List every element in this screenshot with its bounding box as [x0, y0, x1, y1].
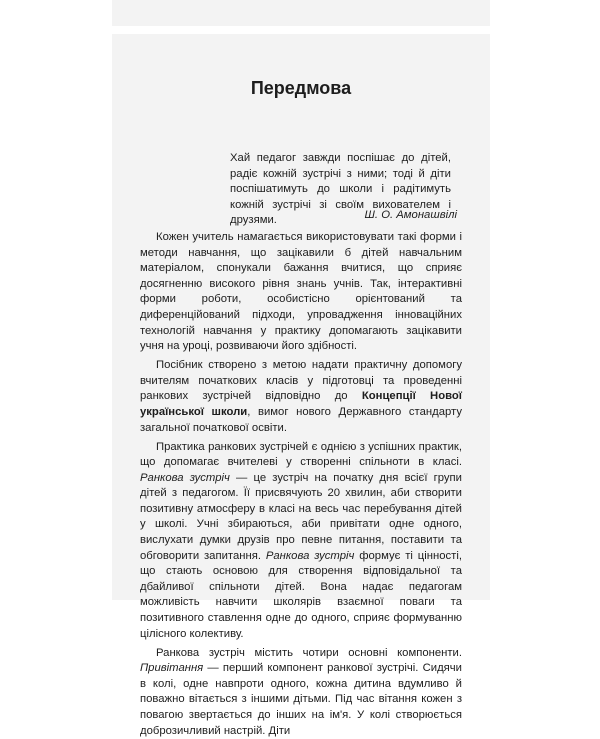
paragraph-3-part-1: Практика ранкових зустрічей є однією з успішних практик, що допомагає вчителеві у створенні спільноти в класі.	[140, 440, 462, 469]
paragraph-2-part-2: , вимог нового Державного стандарту загальної початкової освіти.	[140, 405, 462, 434]
paragraph-3-part-3: формує ті цінності, що стають основою для створення відповідальної та дбайливої спільноти дітей. Вона надає педагогам можливість навчити школярів взаємної поваги та позитивного ставлення одне до одного, сприяє формуванню цілісного колективу.	[140, 549, 462, 640]
epigraph-author: Ш. О. Амонашвілі	[364, 209, 457, 221]
term-morning-meeting-2: Ранкова зустріч	[265, 549, 355, 562]
paragraph-1: Кожен учитель намагається використовувати такі форми і методи навчання, що зацікавили б дітей навчальним матеріалом, спонукали бажання вчитися, що сприяє досягненню високого рівня знань учнів. Так, інтерактивні форми роботи, особистісно орієнтований та диференційований підходи, упровадження інноваційних технологій навчання у практику допомагають зацікавити учня на уроці, розвиваючи його здібності.	[140, 231, 462, 353]
paragraph-2	[140, 358, 462, 436]
concept-nus-bold: Концепції Нової української школи	[140, 390, 462, 418]
term-greeting: Привітання	[140, 662, 204, 675]
page-title: Передмова	[250, 78, 352, 98]
paragraph-3-part-2: — це зустріч на початку дня всієї групи дітей з педагогом. Її присвячують 20 хвилин, аби створити позитивну атмосферу в класі на весь час перебування дітей у школі. Учні збираються, аби привітати одне одного, вислухати думки друзів про певне питання, поставити та обговорити запитання.	[140, 471, 462, 562]
epigraph-text: Хай педагог завжди поспішає до дітей, радіє кожній зустрічі з ними; тоді й діти поспішатимуть до школи і радітимуть кожній зустрічі зі своїм вихователем і друзями.	[230, 152, 451, 226]
paragraph-4	[140, 646, 462, 739]
paragraph-4-part-1: Ранкова зустріч містить чотири основні компоненти.	[156, 646, 462, 659]
term-morning-meeting: Ранкова зустріч	[140, 471, 230, 484]
paragraph-3	[140, 440, 462, 643]
body-text	[140, 230, 462, 739]
paragraph-2-part-1: Посібник створено з метою надати практичну допомогу вчителям початкових класів у підготовці та проведенні ранкових зустрічей відповідно до	[140, 359, 462, 403]
previous-page-edge	[112, 0, 490, 26]
paragraph-4-part-2: — перший компонент ранкової зустрічі. Сидячи в колі, одне навпроти одного, кожна дитина вдумливо й поважно вітається з іншими дітьми. Під час вітання кожен з повагою звертається до інших на ім'я. У колі створюється доброзичливий настрій. Діти	[140, 662, 462, 737]
document-page	[112, 34, 490, 737]
